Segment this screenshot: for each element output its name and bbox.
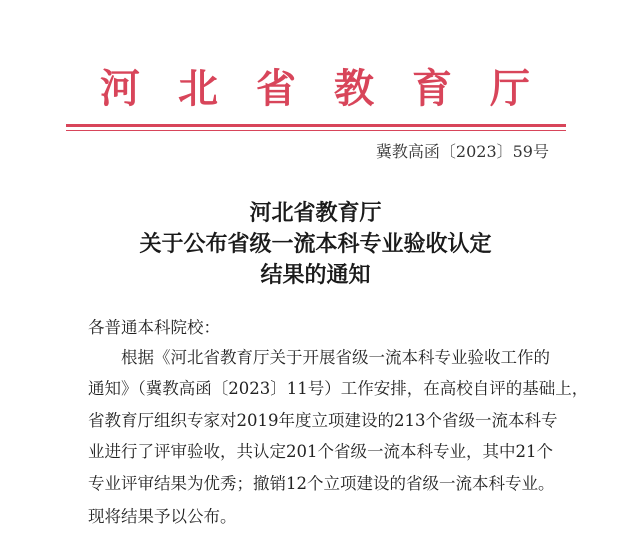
header-divider-thin — [66, 130, 566, 131]
issuer-char: 北 — [178, 65, 218, 112]
body-line: 专业评审结果为优秀；撤销12个立项建设的省级一流本科专业。 — [88, 474, 555, 493]
body-line: 通知》（冀教高函〔2023〕11号）工作安排，在高校自评的基础上， — [88, 379, 589, 398]
document-number: 冀教高函〔2023〕59号 — [375, 142, 549, 161]
body-line: 省教育厅组织专家对2019年度立项建设的213个省级一流本科专 — [88, 411, 558, 430]
issuer-char: 省 — [256, 65, 296, 112]
document-title-line: 河北省教育厅 — [249, 200, 382, 226]
body-line: 根据《河北省教育厅关于开展省级一流本科专业验收工作的 — [88, 348, 550, 367]
header-divider-thick — [66, 124, 566, 127]
document-title-line: 关于公布省级一流本科专业验收认定 — [139, 231, 492, 257]
salutation: 各普通本科院校： — [88, 318, 220, 337]
issuer-header — [100, 64, 530, 114]
issuer-char: 河 — [100, 65, 140, 112]
issuer-char: 教 — [334, 65, 374, 112]
body-line: 现将结果予以公布。 — [88, 507, 237, 526]
document-title-line: 结果的通知 — [260, 262, 371, 288]
body-line: 业进行了评审验收，共认定201个省级一流本科专业，其中21个 — [88, 442, 553, 461]
issuer-char: 育 — [412, 65, 452, 112]
issuer-char: 厅 — [490, 65, 530, 112]
